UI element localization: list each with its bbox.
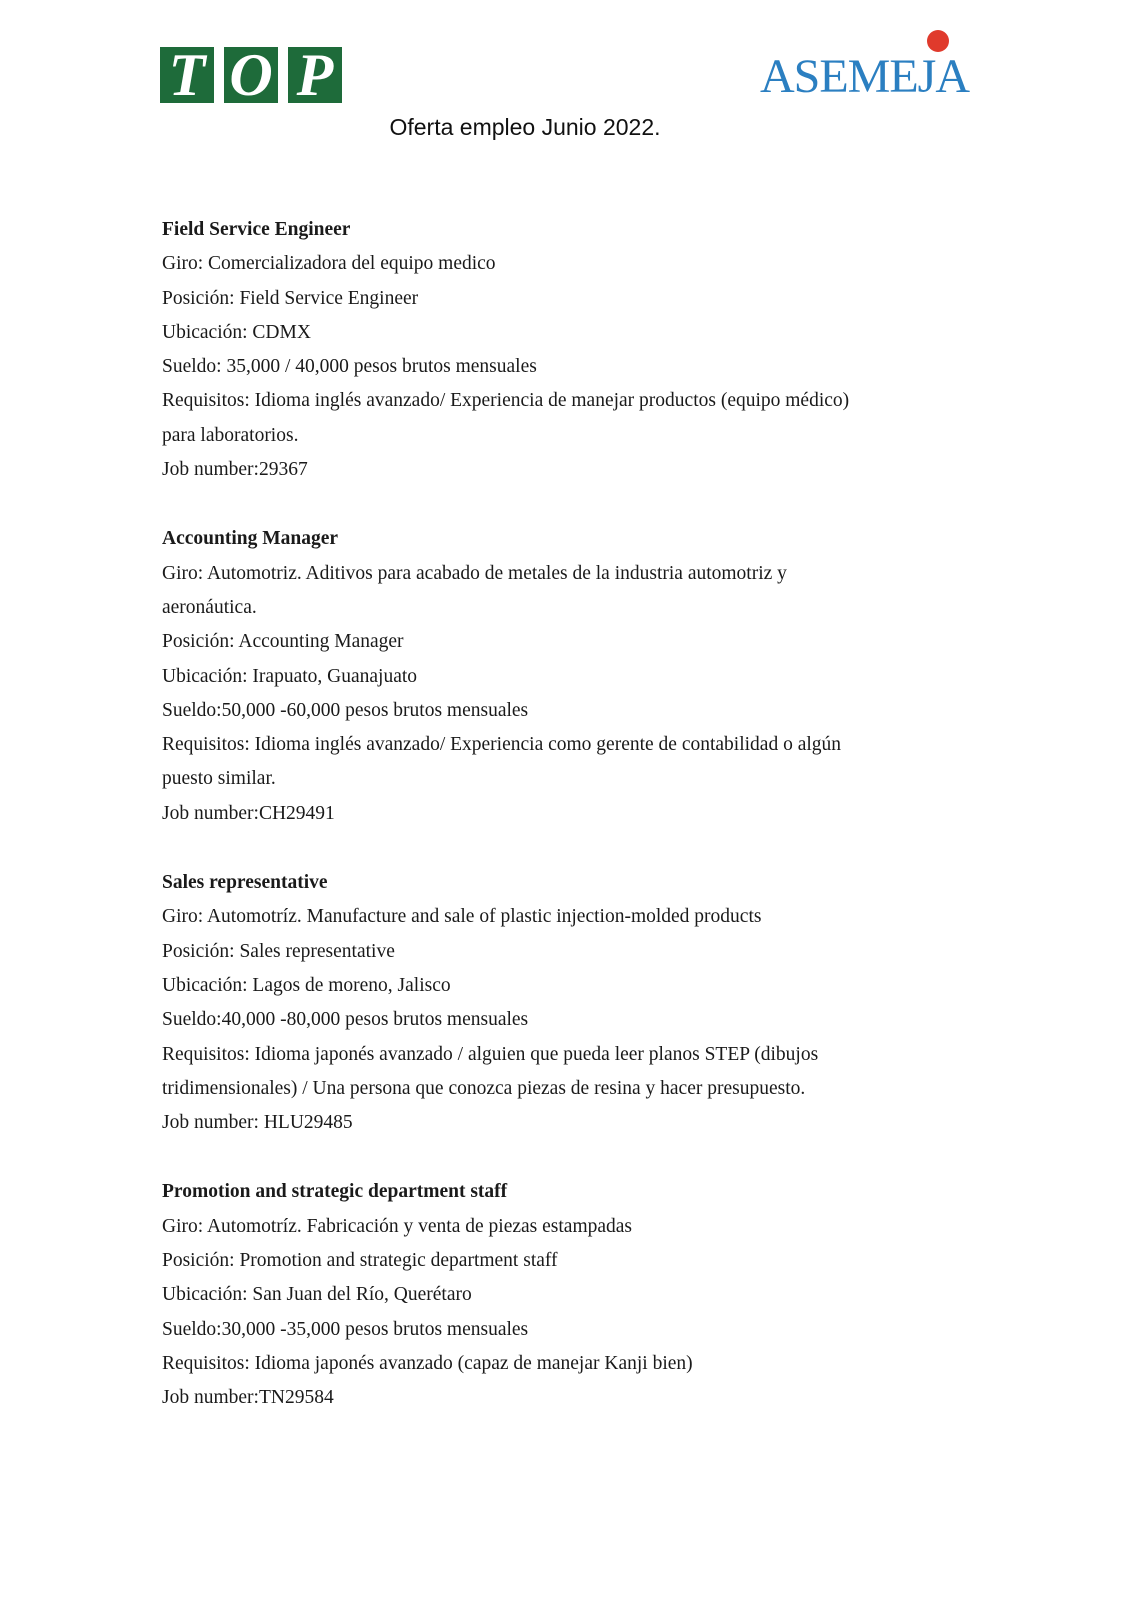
job-ubicacion: Ubicación: San Juan del Río, Querétaro <box>162 1284 472 1306</box>
job-listings <box>162 213 962 1451</box>
asemeja-red-dot-icon <box>927 30 949 52</box>
job-heading: Field Service Engineer <box>162 219 351 240</box>
job-ubicacion: Ubicación: CDMX <box>162 321 311 343</box>
top-logo-letter-p: P <box>286 45 344 105</box>
job-sueldo: Sueldo:40,000 -80,000 pesos brutos mensuales <box>162 1009 529 1031</box>
top-logo <box>158 44 344 106</box>
job-heading: Accounting Manager <box>162 528 339 550</box>
job-posicion: Posición: Promotion and strategic department staff <box>162 1250 558 1272</box>
job-giro-continued: aeronáutica. <box>162 596 257 618</box>
job-listing-sales-representative <box>162 866 962 1140</box>
job-ubicacion: Ubicación: Irapuato, Guanajuato <box>162 665 418 687</box>
job-listing-accounting-manager <box>162 522 962 831</box>
document-title: Oferta empleo Junio 2022. <box>389 114 661 140</box>
job-requisitos-continued: tridimensionales) / Una persona que conozca piezas de resina y hacer presupuesto. <box>162 1077 806 1099</box>
job-giro: Giro: Comercializadora del equipo medico <box>162 253 496 275</box>
job-giro: Giro: Automotríz. Fabricación y venta de piezas estampadas <box>162 1215 633 1237</box>
job-sueldo: Sueldo: 35,000 / 40,000 pesos brutos mensuales <box>162 356 537 378</box>
job-giro: Giro: Automotriz. Aditivos para acabado de metales de la industria automotriz y <box>162 562 787 584</box>
job-posicion: Posición: Sales representative <box>162 940 395 962</box>
job-sueldo: Sueldo:30,000 -35,000 pesos brutos mensuales <box>162 1318 529 1340</box>
job-number: Job number:TN29584 <box>162 1387 334 1409</box>
job-posicion: Posición: Accounting Manager <box>162 631 404 653</box>
job-number: Job number:CH29491 <box>162 802 335 824</box>
top-logo-letter-o: O <box>222 45 280 105</box>
top-logo-letter-t: T <box>158 45 216 105</box>
asemeja-logo-text: ASEMEJA <box>760 50 970 103</box>
job-sueldo: Sueldo:50,000 -60,000 pesos brutos mensuales <box>162 699 529 721</box>
job-requisitos: Requisitos: Idioma inglés avanzado/ Experiencia como gerente de contabilidad o algún <box>162 734 842 756</box>
job-requisitos: Requisitos: Idioma japonés avanzado / alguien que pueda leer planos STEP (dibujos <box>162 1043 819 1065</box>
job-number: Job number: HLU29485 <box>162 1112 353 1134</box>
asemeja-logo <box>760 28 980 108</box>
job-listing-field-service-engineer <box>162 213 962 487</box>
job-heading: Sales representative <box>162 872 328 894</box>
job-heading: Promotion and strategic department staff <box>162 1181 508 1203</box>
job-requisitos-continued: puesto similar. <box>162 768 276 790</box>
job-listing-promotion-strategic-staff <box>162 1175 962 1415</box>
job-giro: Giro: Automotríz. Manufacture and sale of plastic injection-molded products <box>162 906 762 928</box>
job-requisitos-continued: para laboratorios. <box>162 424 299 446</box>
job-requisitos: Requisitos: Idioma japonés avanzado (capaz de manejar Kanji bien) <box>162 1352 693 1374</box>
job-ubicacion: Ubicación: Lagos de moreno, Jalisco <box>162 974 451 996</box>
job-posicion: Posición: Field Service Engineer <box>162 287 419 309</box>
job-requisitos: Requisitos: Idioma inglés avanzado/ Experiencia de manejar productos (equipo médico) <box>162 390 850 412</box>
job-number: Job number:29367 <box>162 459 308 481</box>
